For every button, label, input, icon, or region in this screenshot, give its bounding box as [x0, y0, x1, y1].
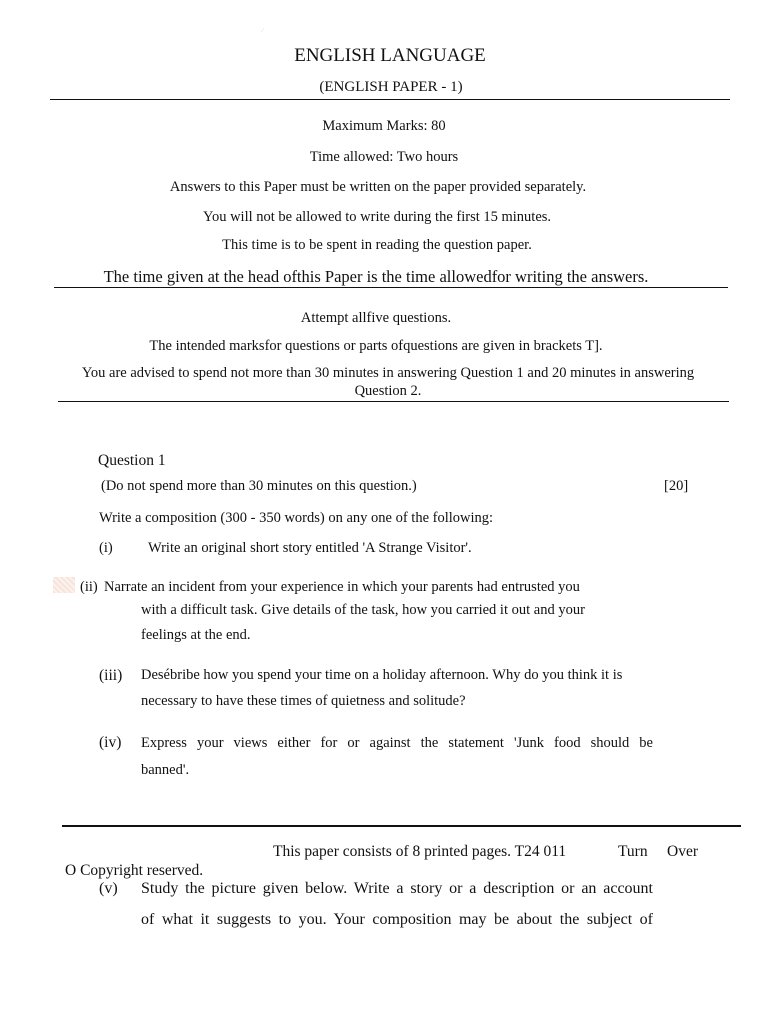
- page-count-note: This paper consists of 8 printed pages. T24 011: [273, 843, 567, 860]
- item-i-number: (i): [99, 540, 113, 556]
- item-v-line2: of what it suggests to you. Your composition may be about the subject of: [141, 911, 653, 928]
- paper-subtitle: (ENGLISH PAPER - 1): [319, 79, 463, 95]
- item-iv-line1: Express your views either for or against the statement 'Junk food should be: [141, 735, 653, 751]
- guidance-divider: [58, 401, 729, 402]
- paper-title: ENGLISH LANGUAGE: [294, 45, 486, 66]
- over-label: Over: [667, 843, 698, 860]
- item-ii-line3: feelings at the end.: [141, 627, 251, 643]
- instructions-divider: [54, 287, 728, 288]
- item-iii-line1: Desébribe how you spend your time on a holiday afternoon. Why do you think it is: [141, 667, 623, 683]
- item-ii-line1: Narrate an incident from your experience in which your parents had entrusted you: [104, 579, 580, 595]
- item-iii-line2: necessary to have these times of quietness and solitude?: [141, 693, 466, 709]
- ink-stamp: [53, 577, 75, 593]
- stray-mark: ⁄: [262, 28, 264, 34]
- time-advice-line2: Question 2.: [354, 383, 422, 399]
- item-ii-number: (ii): [80, 579, 98, 595]
- item-ii-line2: with a difficult task. Give details of the task, how you carried it out and your: [141, 602, 585, 618]
- maximum-marks: Maximum Marks: 80: [322, 118, 446, 134]
- question-1-instruction: Write a composition (300 - 350 words) on any one of the following:: [99, 510, 494, 526]
- attempt-all-questions: Attempt allfive questions.: [300, 310, 452, 326]
- instruction-time-allowed-writing: The time given at the head ofthis Paper is the time allowedfor writing the answers.: [103, 267, 649, 286]
- item-iii-number: (iii): [99, 667, 123, 684]
- copyright-notice: O Copyright reserved.: [65, 862, 204, 879]
- item-iv-line2: banned'.: [141, 762, 190, 778]
- instruction-no-writing: You will not be allowed to write during the first 15 minutes.: [202, 209, 552, 225]
- header-divider: [50, 99, 730, 100]
- time-allowed: Time allowed: Two hours: [309, 149, 459, 165]
- time-advice-line1: You are advised to spend not more than 30 minutes in answering Question 1 and 20 minutes in answering: [81, 365, 695, 381]
- item-v-line1: Study the picture given below. Write a story or a description or an account: [141, 880, 653, 897]
- turn-label: Turn: [618, 843, 648, 860]
- instruction-reading-time: This time is to be spent in reading the question paper.: [222, 237, 532, 253]
- instruction-answer-paper: Answers to this Paper must be written on the paper provided separately.: [169, 179, 587, 195]
- item-i-text: Write an original short story entitled 'A Strange Visitor'.: [148, 540, 472, 556]
- question-1-heading: Question 1: [98, 452, 166, 469]
- question-1-marks: [20]: [664, 478, 689, 494]
- item-iv-number: (iv): [99, 734, 122, 751]
- footer-divider: [62, 825, 741, 827]
- item-v-number: (v): [99, 880, 118, 897]
- question-1-time-note: (Do not spend more than 30 minutes on this question.): [101, 478, 417, 494]
- marks-in-brackets-note: The intended marksfor questions or parts ofquestions are given in brackets T].: [149, 338, 603, 354]
